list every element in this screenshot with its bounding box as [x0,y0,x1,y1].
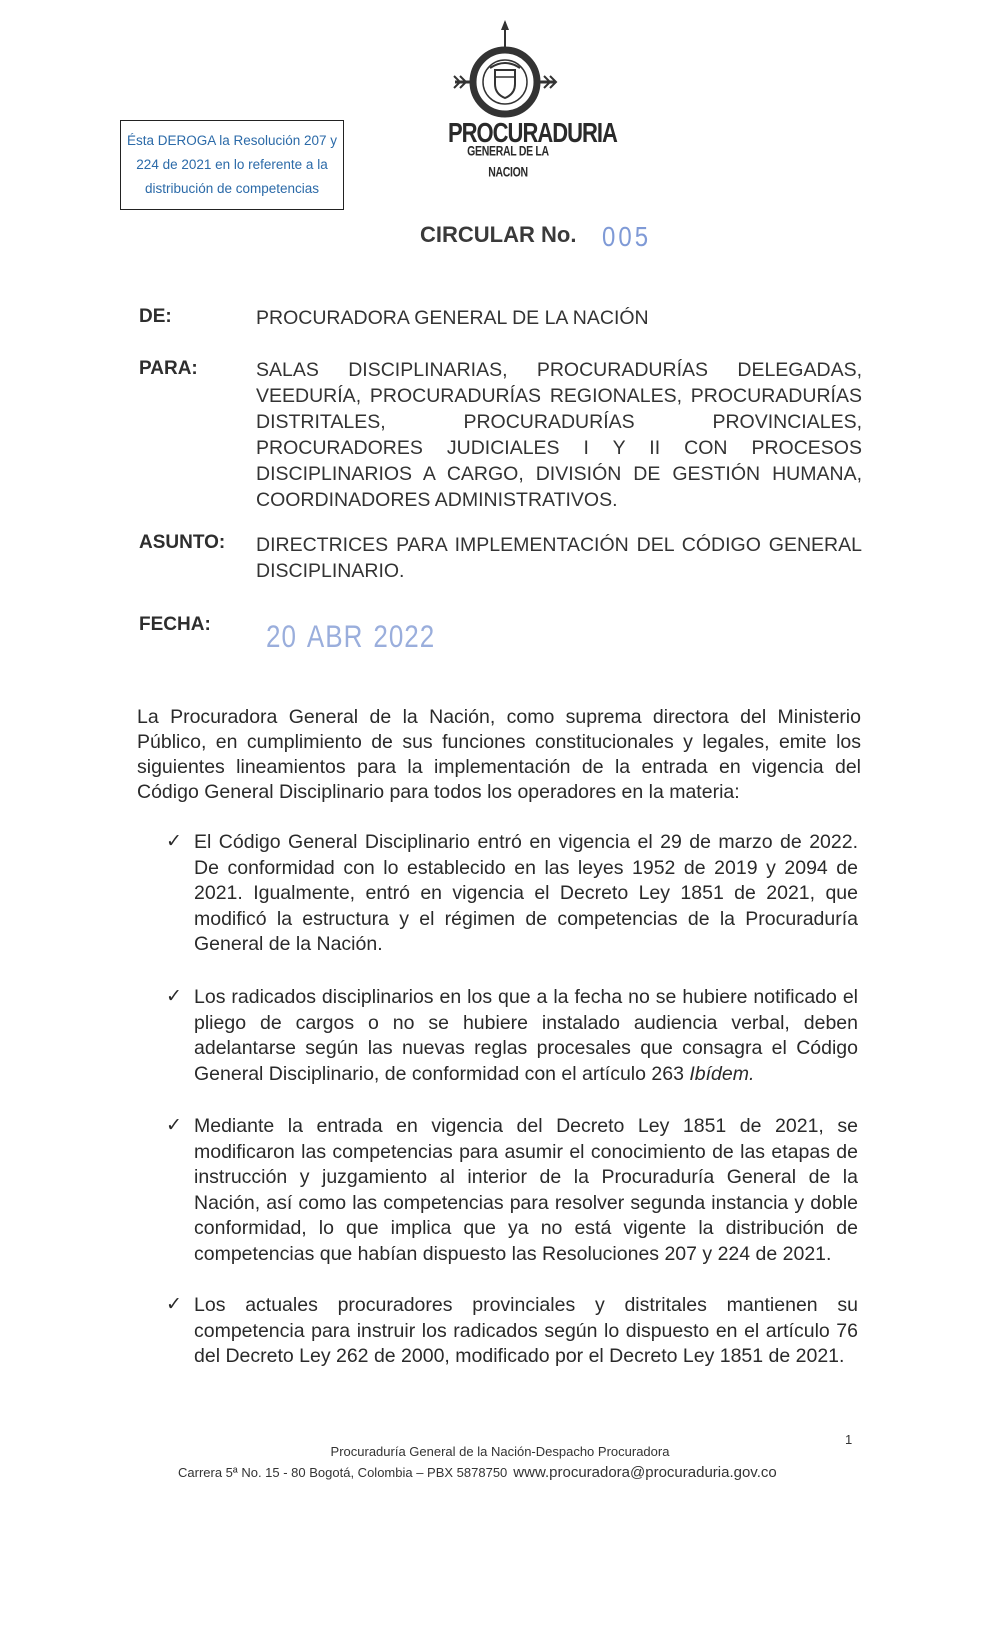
circular-number: 005 [602,221,652,253]
derogation-note-box [120,120,344,210]
note-line-2: 224 de 2021 en lo referente a la [136,157,328,172]
fecha-label: FECHA: [139,614,211,635]
note-line-3: distribución de competencias [144,181,320,196]
bullet-text: Mediante la entrada en vigencia del Decreto Ley 1851 de 2021, se modificaron las competencias para asumir el conocimiento de las etapas de instrucción y juzgamiento al interior de la Procuraduría General de la Nación, así como las competencias para resolver segunda instancia y doble conformidad, lo que implica que ya no está vigente la distribución de competencias que habían dispuesto las Resoluciones 207 y 224 de 2021. [194,1115,858,1265]
de-value: PROCURADORA GENERAL DE LA NACIÓN [256,307,649,329]
de-label: DE: [139,306,172,327]
footer-contact [178,1464,777,1481]
logo-subtitle: GENERAL DE LA NACION [467,143,549,181]
procuraduria-logo [448,116,617,181]
para-value: SALAS DISCIPLINARIAS, PROCURADURÍAS DELEGADAS, VEEDURÍA, PROCURADURÍAS REGIONALES, PROCURADURÍAS DISTRITALES, PROCURADURÍAS PROVINCIALES, PROCURADORES JUDICIALES I Y II CON PROCESOS DISCIPLINARIOS A CARGO, DIVISIÓN DE GESTIÓN HUMANA, COORDINADORES ADMINISTRATIVOS. [256,359,862,511]
check-icon: ✓ [166,1294,182,1315]
para-label: PARA: [139,358,198,379]
intro-paragraph: La Procuradora General de la Nación, como suprema directora del Ministerio Público, en cumplimiento de sus funciones constitucionales y legales, emite los siguientes lineamientos para la implementación de la entrada en vigencia del Código General Disciplinario para todos los operadores en la materia: [137,706,861,803]
asunto-value: DIRECTRICES PARA IMPLEMENTACIÓN DEL CÓDIGO GENERAL DISCIPLINARIO. [256,534,862,582]
bullet-text-main: Los radicados disciplinarios en los que a la fecha no se hubiere notificado el pliego de cargos o no se hubiere instalado audiencia verbal, deben adelantarse según las nuevas reglas procesales que consagra el Código General Disciplinario, de conformidad con el artículo 263 [194,986,858,1085]
asunto-label: ASUNTO: [139,532,226,553]
date-year: 2022 [373,618,436,654]
procuraduria-seal-icon [450,20,560,130]
check-icon: ✓ [166,986,182,1007]
note-line-1: Ésta DEROGA la Resolución 207 y [126,133,338,148]
check-icon: ✓ [166,831,182,852]
date-day: 20 [266,618,297,654]
bullet-text-italic: Ibídem. [689,1062,755,1085]
check-icon: ✓ [166,1115,182,1136]
bullet-text [194,985,858,1087]
footer-email: www.procuradora@procuraduria.gov.co [513,1464,777,1481]
bullet-text: Los actuales procuradores provinciales y distritales mantienen su competencia para instruir los radicados según lo dispuesto en el artículo 76 del Decreto Ley 262 de 2000, modificado por el Decreto Ley 1851 de 2021. [194,1294,858,1367]
date-month: ABR [306,618,364,654]
page-number: 1 [845,1432,853,1447]
footer-address: Carrera 5ª No. 15 - 80 Bogotá, Colombia – PBX 5878750 [178,1465,508,1480]
logo-name: PROCURADURIA [448,116,617,148]
footer-office: Procuraduría General de la Nación-Despacho Procuradora [330,1444,670,1459]
date-stamp [266,618,445,655]
bullet-text: El Código General Disciplinario entró en vigencia el 29 de marzo de 2022. De conformidad con lo establecido en las leyes 1952 de 2019 y 2094 de 2021. Igualmente, entró en vigencia el Decreto Ley 1851 de 2021, que modificó la estructura y el régimen de competencias de la Procuraduría General de la Nación. [194,831,858,955]
circular-title: CIRCULAR No. [420,222,577,247]
